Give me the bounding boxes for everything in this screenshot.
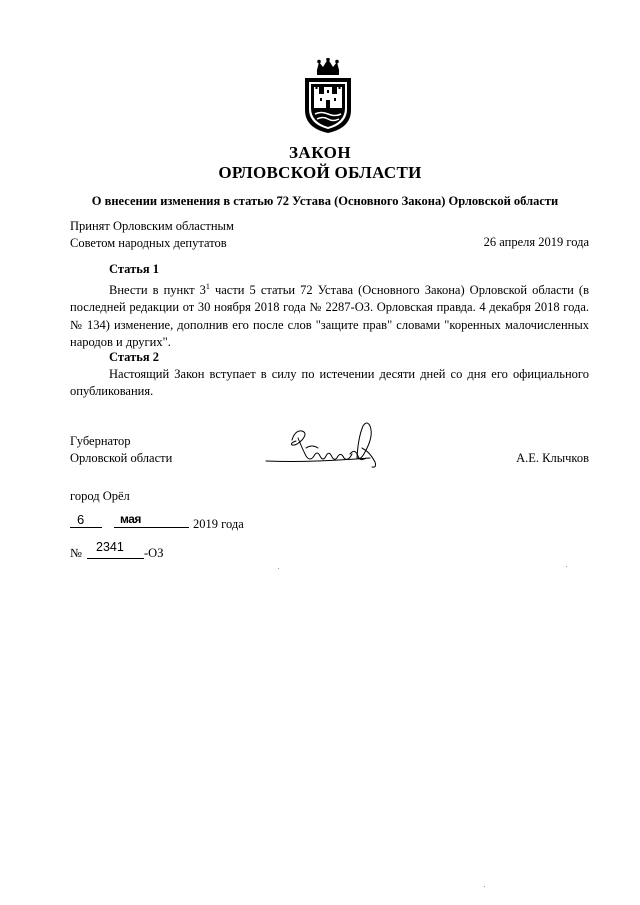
handwritten-signature [262, 418, 382, 478]
signatory-position [70, 433, 172, 467]
number-sign: № [70, 546, 82, 560]
adoption-line-2: Советом народных депутатов [70, 236, 227, 250]
scan-speck [484, 886, 485, 887]
signatory-name: А.Е. Клычков [516, 451, 589, 465]
signing-day: 6 [77, 512, 85, 527]
region-title: ОРЛОВСКОЙ ОБЛАСТИ [218, 163, 422, 182]
number-suffix: -ОЗ [144, 546, 164, 560]
position-line-1: Губернатор [70, 434, 131, 448]
law-title: ЗАКОН [288, 143, 352, 162]
city: город Орёл [70, 489, 130, 503]
article-1-text-start: Внести в пункт 3 [109, 283, 206, 298]
law-number: 2341 [96, 540, 124, 554]
article-1-text [70, 278, 589, 351]
month-underline [114, 527, 189, 528]
position-line-2: Орловской области [70, 451, 173, 465]
law-subtitle: О внесении изменения в статью 72 Устава (Основного Закона) Орловской области [91, 194, 559, 208]
article-2-heading: Статья 2 [109, 350, 159, 364]
scan-speck [278, 568, 279, 569]
article-1-text-rest: части 5 статьи 72 Устава (Основного Закона) Орловской области (в последней редакции от 30 ноября 2018 года № 2287-ОЗ. Орловская правда. 4 декабря 2018 года. № 134) изменение, дополнив его после слов "защите прав" словами "коренных малочисленных народов и других". [70, 283, 589, 349]
adoption-info [70, 218, 234, 252]
adoption-line-1: Принят Орловским областным [70, 219, 234, 233]
day-underline [70, 527, 102, 528]
signing-month: мая [120, 512, 141, 526]
article-1-superscript: 1 [205, 282, 210, 291]
scan-speck [566, 566, 567, 567]
number-underline [87, 558, 144, 559]
signing-year: 2019 года [193, 517, 244, 531]
article-2-text: Настоящий Закон вступает в силу по истечении десяти дней со дня его официального опубликования. [70, 367, 589, 399]
coat-of-arms-emblem [301, 58, 355, 134]
article-1-heading: Статья 1 [109, 262, 159, 276]
adoption-date: 26 апреля 2019 года [483, 235, 589, 249]
